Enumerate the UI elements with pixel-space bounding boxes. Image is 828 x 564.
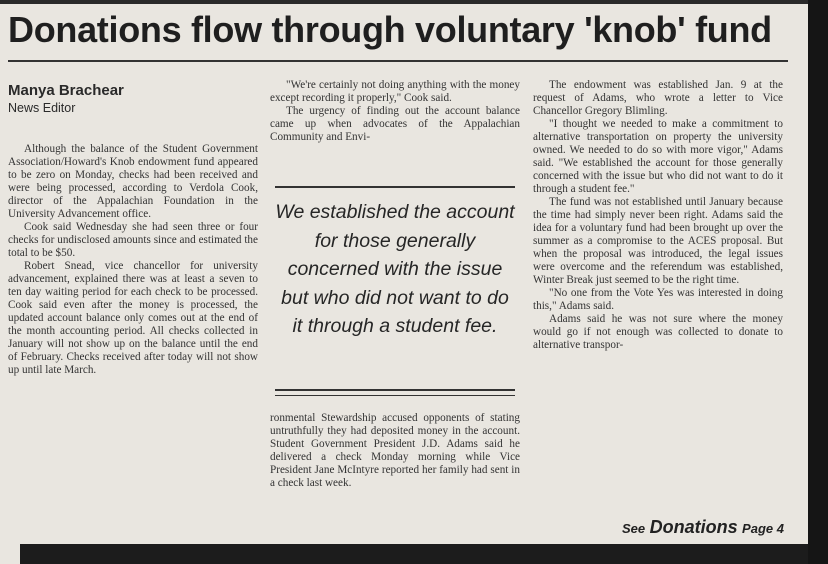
- headline-rule: [8, 60, 788, 62]
- jump-keyword: Donations: [649, 517, 738, 537]
- article-column-1: [8, 143, 258, 377]
- byline: [8, 82, 124, 116]
- article-column-2-top: [270, 79, 520, 144]
- jump-page: Page 4: [742, 521, 784, 536]
- paragraph: "No one from the Vote Yes was interested in doing this," Adams said.: [533, 287, 783, 312]
- paragraph: The fund was not established until January because the time had simply never been right. Adams said the idea for a voluntary fund had been brought up over the summer as a compromise to the ACES proposal. But when the proposal was introduced, the legal issues were overcome and the referendum was established, Winter Break just seemed to be the right time.: [533, 196, 783, 286]
- paragraph: Adams said he was not sure where the money would go if not enough was collected to donate to alternative transpor-: [533, 313, 783, 351]
- top-rule: [0, 0, 808, 4]
- paragraph: ronmental Stewardship accused opponents of stating untruthfully they had deposited money in the account. Student Government President J.D. Adams said he delivered a check Monday morning while Vice President Jane McIntyre reported her family had sent in a check last week.: [270, 412, 520, 489]
- byline-title: News Editor: [8, 101, 76, 115]
- pull-quote: We established the account for those generally concerned with the issue but who did not want to do it through a student fee.: [275, 186, 515, 391]
- paragraph: "We're certainly not doing anything with the money except recording it properly," Cook said.: [270, 79, 520, 104]
- bottom-dark-bar: [20, 544, 808, 564]
- article-column-2-bottom: [270, 412, 520, 490]
- jump-see: See: [622, 521, 646, 536]
- jump-line: [622, 517, 784, 538]
- page-edge-shadow: [808, 0, 828, 564]
- paragraph: "I thought we needed to make a commitment to alternative transportation on property the university owned. We needed to do so with more vigor," Adams said. "We established the account for those generally concerned with the issue but who did not want to do it through a student fee.": [533, 118, 783, 195]
- article-column-3: [533, 79, 783, 352]
- paragraph: Although the balance of the Student Government Association/Howard's Knob endowment fund appeared to be zero on Monday, checks had been received and were being processed, according to Verdola Cook, director of the Appalachian Foundation in the University Advancement office.: [8, 143, 258, 220]
- paragraph: The urgency of finding out the account balance came up when advocates of the Appalachian Community and Envi-: [270, 105, 520, 143]
- paragraph: Robert Snead, vice chancellor for university advancement, explained there was at least a seven to ten day waiting period for each check to be processed. Cook said even after the money is processed, the updated account balance only comes out at the end of the month accounting period. All checks collected in January will not show up on the balance until the end of February. Checks received after today will not show up until late March.: [8, 260, 258, 376]
- headline: Donations flow through voluntary 'knob' fund: [8, 9, 772, 50]
- byline-name: Manya Brachear: [8, 82, 124, 99]
- paragraph: Cook said Wednesday she had seen three or four checks for undisclosed amounts since and estimated the total to be $50.: [8, 221, 258, 259]
- pull-quote-rule: [275, 395, 515, 396]
- paragraph: The endowment was established Jan. 9 at the request of Adams, who wrote a letter to Vice Chancellor Gregory Blimling.: [533, 79, 783, 117]
